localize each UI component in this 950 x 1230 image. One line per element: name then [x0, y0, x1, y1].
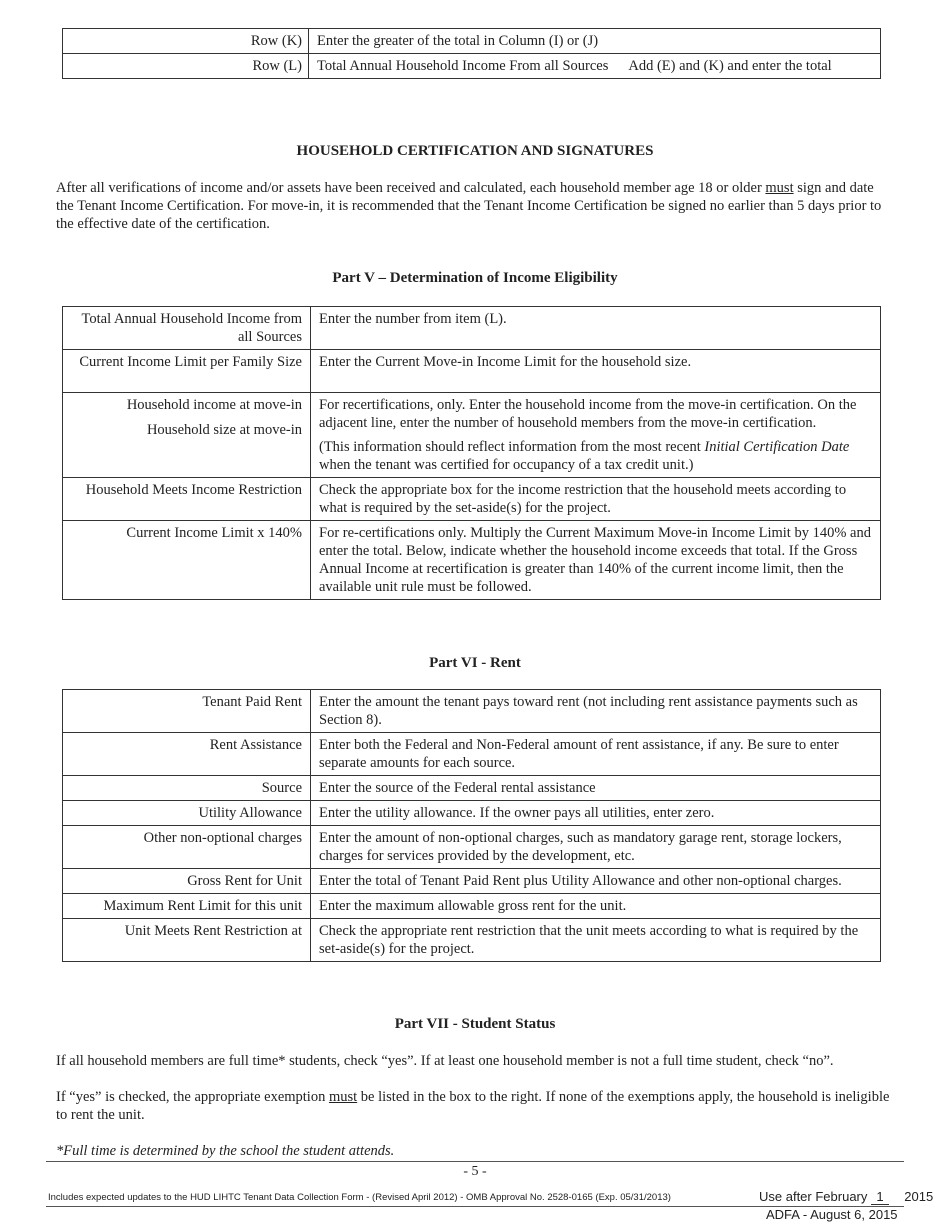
row-label: Unit Meets Rent Restriction at [63, 919, 311, 962]
row-label: Utility Allowance [63, 801, 311, 826]
part-vi-table [62, 689, 881, 962]
part-v-heading: Part V – Determination of Income Eligibility [332, 270, 618, 286]
table-row [63, 776, 881, 801]
row-label: Total Annual Household Income from all Sources [63, 307, 311, 350]
use-after-date: Use after February 1 2015 [759, 1189, 934, 1204]
row-label: Maximum Rent Limit for this unit [63, 894, 311, 919]
row-text: Check the appropriate rent restriction that the unit meets according to what is required by the set-aside(s) for the project. [311, 919, 881, 962]
table-row [63, 393, 881, 478]
row-text: Enter the total of Tenant Paid Rent plus Utility Allowance and other non-optional charges. [311, 869, 881, 894]
must-emphasis: must [765, 180, 794, 196]
table-row [63, 919, 881, 962]
table-row [63, 826, 881, 869]
row-label: Current Income Limit x 140% [63, 521, 311, 600]
row-text: Enter the Current Move-in Income Limit for the household size. [311, 350, 881, 393]
row-label: Other non-optional charges [63, 826, 311, 869]
row-text: For re-certifications only. Multiply the Current Maximum Move-in Income Limit by 140% and enter the total. Below, indicate whether the household income exceeds that total. If the Gross Annual Income at recertification is greater than 140% of the current income limit, then the available unit rule must be followed. [311, 521, 881, 600]
row-label: Row (L) [63, 54, 309, 79]
row-text [309, 54, 881, 79]
row-label [63, 393, 311, 478]
row-label: Current Income Limit per Family Size [63, 350, 311, 393]
row-label: Source [63, 776, 311, 801]
table-row [63, 54, 881, 79]
row-text: Check the appropriate box for the income restriction that the household meets according to what is required by the set-aside(s) for the project. [311, 478, 881, 521]
table-row [63, 350, 881, 393]
row-label: Rent Assistance [63, 733, 311, 776]
row-label: Gross Rent for Unit [63, 869, 311, 894]
part-vi-heading: Part VI - Rent [429, 655, 521, 671]
student-status-paragraph: If all household members are full time* students, check “yes”. If at least one household member is not a full time student, check “no”. [56, 1053, 834, 1069]
table-row [63, 690, 881, 733]
certification-heading: HOUSEHOLD CERTIFICATION AND SIGNATURES [296, 143, 654, 159]
part-v-table [62, 306, 881, 600]
row-text-main: Total Annual Household Income From all Sources [317, 58, 609, 74]
income-rows-table [62, 28, 881, 79]
row-text: Enter the utility allowance. If the owner pays all utilities, enter zero. [311, 801, 881, 826]
table-row [63, 29, 881, 54]
row-text: Enter the source of the Federal rental assistance [311, 776, 881, 801]
footer-divider [46, 1161, 904, 1162]
page-number: - 5 - [463, 1164, 487, 1179]
table-row [63, 521, 881, 600]
full-time-note: *Full time is determined by the school the student attends. [56, 1143, 395, 1159]
row-text-extra: Add (E) and (K) and enter the total [628, 58, 832, 74]
row-label: Household Meets Income Restriction [63, 478, 311, 521]
table-row [63, 307, 881, 350]
row-text: For recertifications, only. Enter the household income from the move-in certification. On the adjacent line, enter the number of household members from the move-in certification. (This information should reflect information from the most recent Initial Certification Date when the tenant was certified for occupancy of a tax credit unit.) [311, 393, 881, 478]
row-text: Enter the greater of the total in Column (I) or (J) [309, 29, 881, 54]
row-text: Enter the amount of non-optional charges, such as mandatory garage rent, storage lockers, charges for services provided by the development, etc. [311, 826, 881, 869]
label-line: Household income at move-in [126, 397, 302, 413]
row-label: Row (K) [63, 29, 309, 54]
footer-left-note: Includes expected updates to the HUD LIHTC Tenant Data Collection Form - (Revised April 2012) - OMB Approval No. 2528-0165 (Exp. 05/31/2013) [48, 1192, 671, 1203]
row-text: Enter the maximum allowable gross rent for the unit. [311, 894, 881, 919]
certification-paragraph: After all verifications of income and/or assets have been received and calculated, each household member age 18 or older must sign and date the Tenant Income Certification. For move-in, it is recommended that the Tenant Income Certification be signed no earlier than 5 days prior to the effective date of the certification. [56, 180, 882, 232]
table-row [63, 801, 881, 826]
row-label: Tenant Paid Rent [63, 690, 311, 733]
row-text: Enter both the Federal and Non-Federal amount of rent assistance, if any. Be sure to enter separate amounts for each source. [311, 733, 881, 776]
row-text: Enter the number from item (L). [311, 307, 881, 350]
part-vii-heading: Part VII - Student Status [394, 1016, 556, 1032]
table-row [63, 869, 881, 894]
label-line: Household size at move-in [146, 422, 302, 438]
row-text: Enter the amount the tenant pays toward rent (not including rent assistance payments such as Section 8). [311, 690, 881, 733]
table-row [63, 894, 881, 919]
table-row [63, 733, 881, 776]
exemption-paragraph: If “yes” is checked, the appropriate exemption must be listed in the box to the right. If none of the exemptions apply, the household is ineligible to rent the unit. [56, 1089, 890, 1123]
table-row [63, 478, 881, 521]
must-emphasis: must [328, 1089, 358, 1105]
adfa-date: ADFA - August 6, 2015 [766, 1207, 898, 1222]
